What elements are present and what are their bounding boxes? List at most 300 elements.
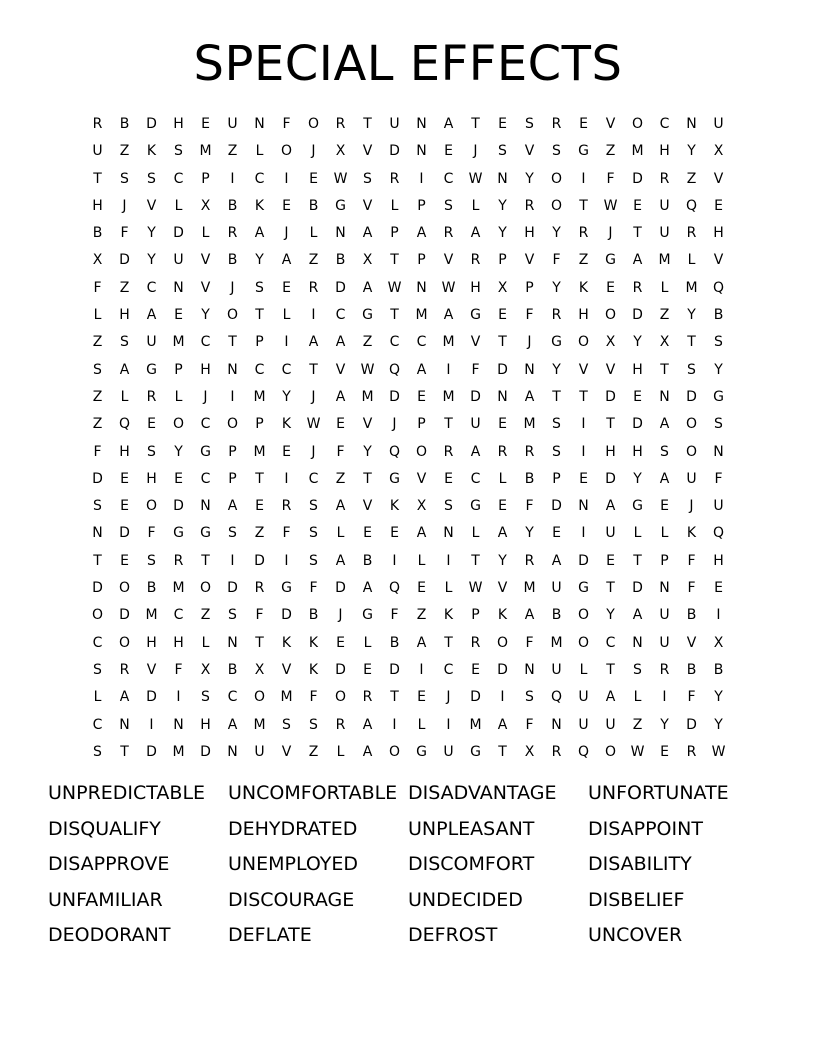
grid-cell[interactable]: S xyxy=(93,498,102,515)
grid-cell[interactable]: G xyxy=(335,197,346,214)
grid-cell[interactable]: B xyxy=(92,225,103,242)
grid-cell[interactable]: A xyxy=(362,716,373,733)
grid-cell[interactable]: F xyxy=(336,443,345,460)
grid-cell[interactable]: M xyxy=(172,580,185,597)
grid-cell[interactable]: E xyxy=(417,689,426,706)
grid-cell[interactable]: O xyxy=(388,743,401,760)
grid-cell[interactable]: R xyxy=(173,552,184,569)
grid-cell[interactable]: L xyxy=(201,634,210,651)
grid-cell[interactable]: L xyxy=(390,197,399,214)
grid-cell[interactable]: Z xyxy=(308,252,319,269)
grid-cell[interactable]: O xyxy=(550,197,563,214)
grid-cell[interactable]: D xyxy=(227,580,238,597)
grid-cell[interactable]: M xyxy=(280,689,293,706)
grid-cell[interactable]: T xyxy=(660,361,669,378)
grid-cell[interactable]: T xyxy=(498,743,507,760)
grid-cell[interactable]: F xyxy=(525,307,534,324)
grid-cell[interactable]: T xyxy=(579,197,588,214)
grid-cell[interactable]: Y xyxy=(633,470,642,487)
grid-cell[interactable]: R xyxy=(308,279,319,296)
grid-cell[interactable]: M xyxy=(361,388,374,405)
grid-cell[interactable]: S xyxy=(633,661,642,678)
grid-cell[interactable]: I xyxy=(284,334,289,351)
grid-cell[interactable]: U xyxy=(605,525,616,542)
grid-cell[interactable]: U xyxy=(389,116,400,132)
grid-cell[interactable]: A xyxy=(335,334,346,351)
grid-cell[interactable]: S xyxy=(309,552,318,569)
grid-cell[interactable]: W xyxy=(333,170,348,187)
grid-cell[interactable]: T xyxy=(606,661,615,678)
grid-cell[interactable]: D xyxy=(470,388,481,405)
grid-cell[interactable]: S xyxy=(93,743,102,760)
grid-cell[interactable]: T xyxy=(579,388,588,405)
grid-cell[interactable]: T xyxy=(255,634,264,651)
grid-cell[interactable]: D xyxy=(200,743,211,760)
grid-cell[interactable]: H xyxy=(200,361,211,378)
grid-cell[interactable]: K xyxy=(254,197,265,214)
grid-cell[interactable]: D xyxy=(173,498,184,515)
grid-cell[interactable]: W xyxy=(387,279,402,296)
grid-cell[interactable]: Z xyxy=(362,334,373,351)
grid-cell[interactable]: V xyxy=(524,252,535,269)
grid-cell[interactable]: U xyxy=(92,143,103,160)
grid-cell[interactable]: G xyxy=(470,307,481,324)
grid-cell[interactable]: Q xyxy=(550,689,563,706)
grid-cell[interactable]: U xyxy=(659,607,670,624)
grid-cell[interactable]: X xyxy=(524,743,535,760)
grid-cell[interactable]: Y xyxy=(687,307,696,324)
grid-cell[interactable]: Y xyxy=(147,252,156,269)
grid-cell[interactable]: T xyxy=(363,116,372,132)
grid-cell[interactable]: E xyxy=(633,197,642,214)
grid-cell[interactable]: S xyxy=(147,170,156,187)
grid-cell[interactable]: Z xyxy=(92,388,103,405)
grid-cell[interactable]: A xyxy=(632,252,643,269)
grid-cell[interactable]: T xyxy=(93,170,102,187)
grid-cell[interactable]: O xyxy=(685,443,698,460)
grid-cell[interactable]: X xyxy=(200,661,211,678)
grid-cell[interactable]: N xyxy=(254,116,265,132)
grid-cell[interactable]: N xyxy=(632,634,643,651)
grid-cell[interactable]: L xyxy=(174,388,183,405)
grid-cell[interactable]: C xyxy=(605,634,616,651)
grid-cell[interactable]: K xyxy=(389,498,400,515)
grid-cell[interactable]: D xyxy=(146,116,157,132)
grid-cell[interactable]: T xyxy=(120,743,129,760)
grid-cell[interactable]: A xyxy=(416,225,427,242)
grid-cell[interactable]: Q xyxy=(388,361,401,378)
grid-cell[interactable]: B xyxy=(524,470,535,487)
grid-cell[interactable]: A xyxy=(281,252,292,269)
grid-cell[interactable]: I xyxy=(446,552,451,569)
grid-cell[interactable]: A xyxy=(335,552,346,569)
grid-cell[interactable]: W xyxy=(360,361,375,378)
grid-cell[interactable]: N xyxy=(578,498,589,515)
grid-cell[interactable]: N xyxy=(497,388,508,405)
grid-cell[interactable]: B xyxy=(335,252,346,269)
grid-cell[interactable]: T xyxy=(363,470,372,487)
grid-cell[interactable]: D xyxy=(605,470,616,487)
grid-cell[interactable]: S xyxy=(687,361,696,378)
grid-cell[interactable]: M xyxy=(172,743,185,760)
grid-cell[interactable]: H xyxy=(146,470,157,487)
grid-cell[interactable]: M xyxy=(253,443,266,460)
grid-cell[interactable]: F xyxy=(471,361,480,378)
grid-cell[interactable]: H xyxy=(119,307,130,324)
grid-cell[interactable]: D xyxy=(281,607,292,624)
grid-cell[interactable]: A xyxy=(659,416,670,433)
grid-cell[interactable]: H xyxy=(524,225,535,242)
grid-cell[interactable]: D xyxy=(497,361,508,378)
grid-cell[interactable]: A xyxy=(470,225,481,242)
grid-cell[interactable]: F xyxy=(309,689,318,706)
grid-cell[interactable]: N xyxy=(659,388,670,405)
grid-cell[interactable]: P xyxy=(255,416,264,433)
grid-cell[interactable]: D xyxy=(632,170,643,187)
grid-cell[interactable]: V xyxy=(335,361,346,378)
grid-cell[interactable]: U xyxy=(551,580,562,597)
grid-cell[interactable]: Z xyxy=(119,143,130,160)
grid-cell[interactable]: G xyxy=(389,470,400,487)
grid-cell[interactable]: J xyxy=(473,143,478,160)
grid-cell[interactable]: E xyxy=(579,470,588,487)
grid-cell[interactable]: N xyxy=(416,279,427,296)
grid-cell[interactable]: R xyxy=(443,443,454,460)
grid-cell[interactable]: M xyxy=(145,607,158,624)
grid-cell[interactable]: L xyxy=(120,388,129,405)
grid-cell[interactable]: F xyxy=(120,225,129,242)
grid-cell[interactable]: Y xyxy=(201,307,210,324)
grid-cell[interactable]: J xyxy=(203,388,208,405)
grid-cell[interactable]: C xyxy=(470,470,481,487)
grid-cell[interactable]: I xyxy=(581,525,586,542)
grid-cell[interactable]: D xyxy=(605,388,616,405)
grid-cell[interactable]: B xyxy=(308,197,319,214)
grid-cell[interactable]: X xyxy=(335,143,346,160)
grid-cell[interactable]: C xyxy=(92,634,103,651)
grid-cell[interactable]: D xyxy=(335,661,346,678)
grid-cell[interactable]: U xyxy=(551,661,562,678)
grid-cell[interactable]: N xyxy=(119,716,130,733)
grid-cell[interactable]: A xyxy=(335,498,346,515)
grid-cell[interactable]: C xyxy=(146,279,157,296)
grid-cell[interactable]: T xyxy=(471,552,480,569)
grid-cell[interactable]: N xyxy=(227,634,238,651)
grid-cell[interactable]: E xyxy=(363,661,372,678)
grid-cell[interactable]: V xyxy=(713,170,724,187)
grid-cell[interactable]: L xyxy=(255,143,264,160)
grid-cell[interactable]: V xyxy=(605,361,616,378)
grid-cell[interactable]: B xyxy=(227,252,238,269)
grid-cell[interactable]: J xyxy=(230,279,235,296)
grid-cell[interactable]: S xyxy=(93,661,102,678)
grid-cell[interactable]: X xyxy=(362,252,373,269)
grid-cell[interactable]: N xyxy=(92,525,103,542)
grid-cell[interactable]: J xyxy=(689,498,694,515)
grid-cell[interactable]: H xyxy=(92,197,103,214)
grid-cell[interactable]: L xyxy=(336,743,345,760)
grid-cell[interactable]: H xyxy=(173,634,184,651)
grid-cell[interactable]: Z xyxy=(92,416,103,433)
grid-cell[interactable]: H xyxy=(713,225,724,242)
grid-cell[interactable]: T xyxy=(606,416,615,433)
grid-cell[interactable]: S xyxy=(147,443,156,460)
grid-cell[interactable]: V xyxy=(416,470,427,487)
grid-cell[interactable]: T xyxy=(390,689,399,706)
grid-cell[interactable]: A xyxy=(524,607,535,624)
grid-cell[interactable]: S xyxy=(660,443,669,460)
grid-cell[interactable]: E xyxy=(120,470,129,487)
grid-cell[interactable]: W xyxy=(603,197,618,214)
grid-cell[interactable]: E xyxy=(471,661,480,678)
grid-cell[interactable]: P xyxy=(552,470,561,487)
grid-cell[interactable]: L xyxy=(282,307,291,324)
grid-cell[interactable]: I xyxy=(581,443,586,460)
grid-cell[interactable]: B xyxy=(686,607,697,624)
grid-cell[interactable]: I xyxy=(581,416,586,433)
grid-cell[interactable]: V xyxy=(362,143,373,160)
grid-cell[interactable]: E xyxy=(147,416,156,433)
grid-cell[interactable]: Y xyxy=(606,607,615,624)
grid-cell[interactable]: V xyxy=(281,743,292,760)
grid-cell[interactable]: H xyxy=(200,716,211,733)
grid-cell[interactable]: K xyxy=(578,279,589,296)
grid-cell[interactable]: R xyxy=(551,116,562,132)
grid-cell[interactable]: H xyxy=(173,116,184,132)
grid-cell[interactable]: I xyxy=(149,716,154,733)
grid-cell[interactable]: B xyxy=(362,552,373,569)
grid-cell[interactable]: K xyxy=(443,607,454,624)
grid-cell[interactable]: I xyxy=(230,170,235,187)
grid-cell[interactable]: V xyxy=(362,197,373,214)
grid-cell[interactable]: B xyxy=(227,661,238,678)
grid-cell[interactable]: F xyxy=(93,279,102,296)
grid-cell[interactable]: P xyxy=(417,252,426,269)
grid-cell[interactable]: I xyxy=(446,716,451,733)
grid-cell[interactable]: F xyxy=(282,116,291,132)
grid-cell[interactable]: Y xyxy=(552,279,561,296)
grid-cell[interactable]: F xyxy=(606,170,615,187)
grid-cell[interactable]: Z xyxy=(659,307,670,324)
grid-cell[interactable]: O xyxy=(118,580,131,597)
grid-cell[interactable]: M xyxy=(415,307,428,324)
grid-cell[interactable]: R xyxy=(524,443,535,460)
grid-cell[interactable]: H xyxy=(119,443,130,460)
grid-cell[interactable]: X xyxy=(713,634,724,651)
grid-cell[interactable]: A xyxy=(605,498,616,515)
grid-cell[interactable]: M xyxy=(442,334,455,351)
grid-cell[interactable]: O xyxy=(496,634,509,651)
grid-cell[interactable]: F xyxy=(525,498,534,515)
grid-cell[interactable]: Y xyxy=(174,443,183,460)
grid-cell[interactable]: T xyxy=(255,307,264,324)
grid-cell[interactable]: D xyxy=(632,416,643,433)
grid-cell[interactable]: D xyxy=(92,470,103,487)
grid-cell[interactable]: D xyxy=(389,661,400,678)
grid-cell[interactable]: E xyxy=(579,116,588,132)
grid-cell[interactable]: V xyxy=(362,498,373,515)
grid-cell[interactable]: B xyxy=(146,580,157,597)
grid-cell[interactable]: R xyxy=(551,307,562,324)
grid-cell[interactable]: C xyxy=(173,170,184,187)
grid-cell[interactable]: K xyxy=(308,661,319,678)
grid-cell[interactable]: C xyxy=(200,416,211,433)
grid-cell[interactable]: Q xyxy=(712,279,725,296)
grid-cell[interactable]: L xyxy=(93,307,102,324)
grid-cell[interactable]: U xyxy=(578,689,589,706)
grid-cell[interactable]: V xyxy=(200,252,211,269)
grid-cell[interactable]: E xyxy=(120,498,129,515)
grid-cell[interactable]: J xyxy=(338,607,343,624)
grid-cell[interactable]: T xyxy=(228,334,237,351)
grid-cell[interactable]: D xyxy=(146,689,157,706)
grid-cell[interactable]: D xyxy=(497,661,508,678)
grid-cell[interactable]: D xyxy=(632,307,643,324)
grid-cell[interactable]: J xyxy=(446,689,451,706)
grid-cell[interactable]: C xyxy=(659,116,670,132)
grid-cell[interactable]: U xyxy=(659,225,670,242)
grid-cell[interactable]: I xyxy=(392,716,397,733)
grid-cell[interactable]: Y xyxy=(498,552,507,569)
grid-cell[interactable]: D xyxy=(92,580,103,597)
grid-cell[interactable]: A xyxy=(551,552,562,569)
grid-cell[interactable]: S xyxy=(174,143,183,160)
grid-cell[interactable]: G xyxy=(713,388,724,405)
grid-cell[interactable]: N xyxy=(524,661,535,678)
grid-cell[interactable]: K xyxy=(686,525,697,542)
grid-cell[interactable]: G xyxy=(200,443,211,460)
grid-cell[interactable]: U xyxy=(227,116,238,132)
grid-cell[interactable]: R xyxy=(659,661,670,678)
grid-cell[interactable]: P xyxy=(498,252,507,269)
grid-cell[interactable]: E xyxy=(444,470,453,487)
grid-cell[interactable]: A xyxy=(470,443,481,460)
grid-cell[interactable]: L xyxy=(93,689,102,706)
grid-cell[interactable]: T xyxy=(633,552,642,569)
grid-cell[interactable]: D xyxy=(173,225,184,242)
grid-cell[interactable]: I xyxy=(392,552,397,569)
grid-cell[interactable]: P xyxy=(417,197,426,214)
grid-cell[interactable]: T xyxy=(471,116,480,132)
grid-cell[interactable]: T xyxy=(498,334,507,351)
grid-cell[interactable]: S xyxy=(525,689,534,706)
grid-cell[interactable]: I xyxy=(581,170,586,187)
grid-cell[interactable]: A xyxy=(524,388,535,405)
grid-cell[interactable]: M xyxy=(523,580,536,597)
grid-cell[interactable]: J xyxy=(392,416,397,433)
grid-cell[interactable]: P xyxy=(174,361,183,378)
grid-cell[interactable]: E xyxy=(660,743,669,760)
grid-cell[interactable]: U xyxy=(146,334,157,351)
grid-cell[interactable]: Y xyxy=(714,716,723,733)
grid-cell[interactable]: E xyxy=(498,116,507,132)
grid-cell[interactable]: G xyxy=(551,334,562,351)
grid-cell[interactable]: F xyxy=(525,634,534,651)
grid-cell[interactable]: X xyxy=(92,252,103,269)
grid-cell[interactable]: N xyxy=(416,143,427,160)
grid-cell[interactable]: O xyxy=(118,634,131,651)
grid-cell[interactable]: H xyxy=(659,143,670,160)
grid-cell[interactable]: N xyxy=(200,498,211,515)
grid-cell[interactable]: R xyxy=(470,634,481,651)
grid-cell[interactable]: C xyxy=(254,170,265,187)
grid-cell[interactable]: S xyxy=(714,416,723,433)
grid-cell[interactable]: R xyxy=(362,689,373,706)
grid-cell[interactable]: I xyxy=(284,170,289,187)
grid-cell[interactable]: L xyxy=(309,225,318,242)
grid-cell[interactable]: S xyxy=(228,525,237,542)
grid-cell[interactable]: O xyxy=(307,116,320,132)
grid-cell[interactable]: H xyxy=(632,443,643,460)
grid-cell[interactable]: A xyxy=(308,334,319,351)
grid-cell[interactable]: E xyxy=(552,525,561,542)
grid-cell[interactable]: L xyxy=(471,525,480,542)
grid-cell[interactable]: M xyxy=(685,279,698,296)
grid-cell[interactable]: C xyxy=(200,334,211,351)
grid-cell[interactable]: A xyxy=(119,361,130,378)
grid-cell[interactable]: R xyxy=(686,743,697,760)
grid-cell[interactable]: Z xyxy=(686,170,697,187)
grid-cell[interactable]: U xyxy=(713,498,724,515)
grid-cell[interactable]: U xyxy=(254,743,265,760)
grid-cell[interactable]: D xyxy=(470,689,481,706)
grid-cell[interactable]: S xyxy=(282,716,291,733)
grid-cell[interactable]: G xyxy=(281,580,292,597)
grid-cell[interactable]: Z xyxy=(416,607,427,624)
grid-cell[interactable]: R xyxy=(92,116,103,132)
grid-cell[interactable]: V xyxy=(362,416,373,433)
grid-cell[interactable]: E xyxy=(633,388,642,405)
grid-cell[interactable]: D xyxy=(686,388,697,405)
grid-cell[interactable]: L xyxy=(498,470,507,487)
grid-cell[interactable]: Y xyxy=(660,716,669,733)
grid-cell[interactable]: Y xyxy=(714,689,723,706)
grid-cell[interactable]: R xyxy=(443,225,454,242)
grid-cell[interactable]: R xyxy=(524,552,535,569)
grid-cell[interactable]: G xyxy=(146,361,157,378)
grid-cell[interactable]: E xyxy=(282,279,291,296)
grid-cell[interactable]: M xyxy=(253,716,266,733)
grid-cell[interactable]: G xyxy=(200,525,211,542)
grid-cell[interactable]: J xyxy=(122,197,127,214)
grid-cell[interactable]: I xyxy=(419,661,424,678)
grid-cell[interactable]: S xyxy=(309,498,318,515)
grid-cell[interactable]: R xyxy=(686,225,697,242)
grid-cell[interactable]: X xyxy=(200,197,211,214)
grid-cell[interactable]: Y xyxy=(282,388,291,405)
grid-cell[interactable]: E xyxy=(390,525,399,542)
grid-cell[interactable]: P xyxy=(201,170,210,187)
grid-cell[interactable]: R xyxy=(119,661,130,678)
grid-cell[interactable]: N xyxy=(443,525,454,542)
grid-cell[interactable]: D xyxy=(119,607,130,624)
grid-cell[interactable]: W xyxy=(630,743,645,760)
grid-cell[interactable]: F xyxy=(552,252,561,269)
grid-cell[interactable]: D xyxy=(389,388,400,405)
grid-cell[interactable]: F xyxy=(714,470,723,487)
grid-cell[interactable]: D xyxy=(254,552,265,569)
grid-cell[interactable]: E xyxy=(498,498,507,515)
grid-cell[interactable]: Z xyxy=(605,143,616,160)
grid-cell[interactable]: I xyxy=(500,689,505,706)
grid-cell[interactable]: O xyxy=(226,416,239,433)
grid-cell[interactable]: T xyxy=(390,307,399,324)
grid-cell[interactable]: I xyxy=(284,552,289,569)
grid-cell[interactable]: R xyxy=(281,498,292,515)
grid-cell[interactable]: S xyxy=(228,607,237,624)
grid-cell[interactable]: P xyxy=(660,552,669,569)
grid-cell[interactable]: R xyxy=(524,197,535,214)
